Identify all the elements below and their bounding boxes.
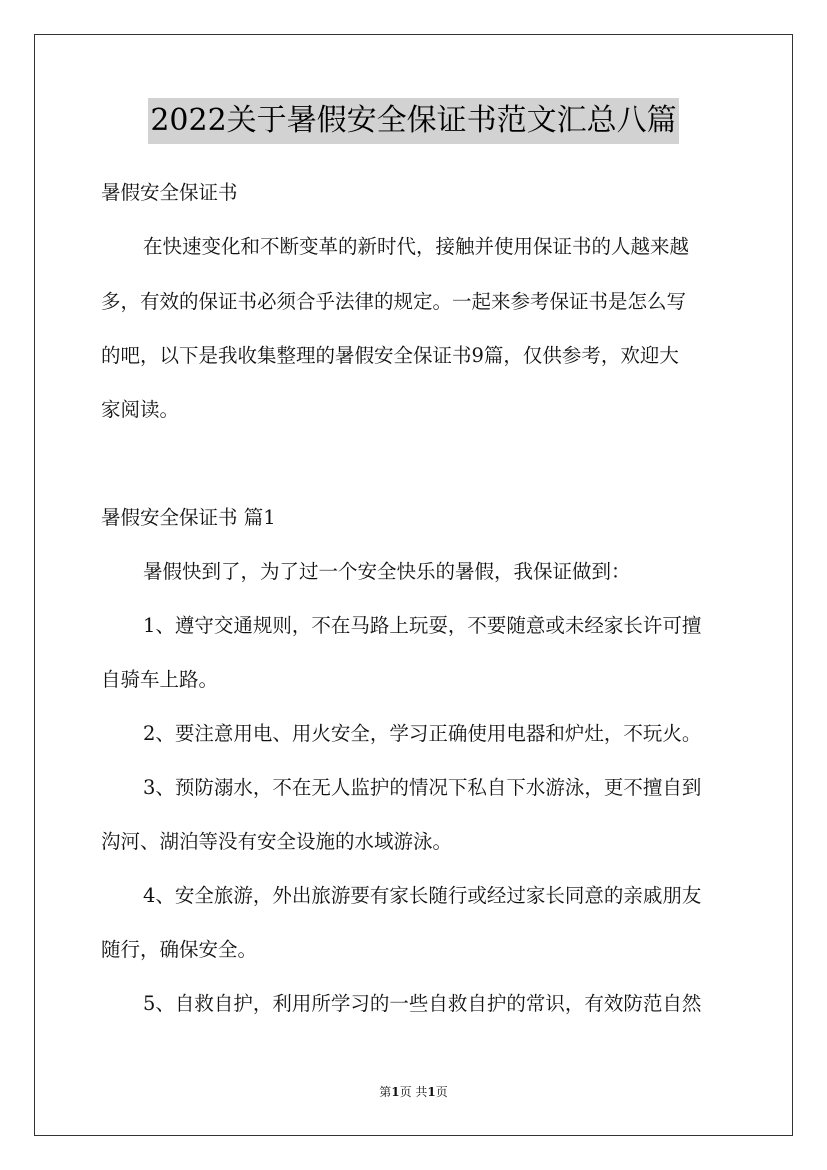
list-item-5: 5、自救自护，利用所学习的一些自救自护的常识，有效防范自然 xyxy=(143,992,702,1015)
document-title: 2022关于暑假安全保证书范文汇总八篇 xyxy=(148,98,678,144)
footer-mid: 页 共 xyxy=(399,1085,428,1099)
footer-page-total: 1 xyxy=(427,1085,436,1099)
list-item-4: 4、安全旅游，外出旅游要有家长随行或经过家长同意的亲戚朋友 xyxy=(143,884,702,907)
list-item-2: 2、要注意用电、用火安全，学习正确使用电器和炉灶，不玩火。 xyxy=(143,722,702,745)
list-item-4-continued: 随行，确保安全。 xyxy=(101,938,258,961)
section-heading-part1: 暑假安全保证书 篇1 xyxy=(101,506,276,529)
paragraph-line: 的吧，以下是我收集整理的暑假安全保证书9篇，仅供参考，欢迎大 xyxy=(101,344,679,367)
footer-suffix: 页 xyxy=(435,1085,448,1099)
page-footer xyxy=(0,1082,827,1102)
list-item-1-continued: 自骑车上路。 xyxy=(101,668,219,691)
list-item-3: 3、预防溺水，不在无人监护的情况下私自下水游泳，更不擅自到 xyxy=(143,776,702,799)
section-heading-intro: 暑假安全保证书 xyxy=(101,181,238,204)
title-wrap xyxy=(0,98,827,144)
list-item-3-continued: 沟河、湖泊等没有安全设施的水域游泳。 xyxy=(101,830,453,853)
footer-prefix: 第 xyxy=(379,1085,392,1099)
paragraph-line: 在快速变化和不断变革的新时代，接触并使用保证书的人越来越 xyxy=(143,235,690,258)
paragraph-line: 家阅读。 xyxy=(101,398,180,421)
paragraph-line: 暑假快到了，为了过一个安全快乐的暑假，我保证做到： xyxy=(143,560,631,583)
footer-page-current: 1 xyxy=(391,1085,400,1099)
paragraph-line: 多，有效的保证书必须合乎法律的规定。一起来参考保证书是怎么写 xyxy=(101,290,687,313)
list-item-1: 1、遵守交通规则，不在马路上玩耍，不要随意或未经家长许可擅 xyxy=(143,614,702,637)
